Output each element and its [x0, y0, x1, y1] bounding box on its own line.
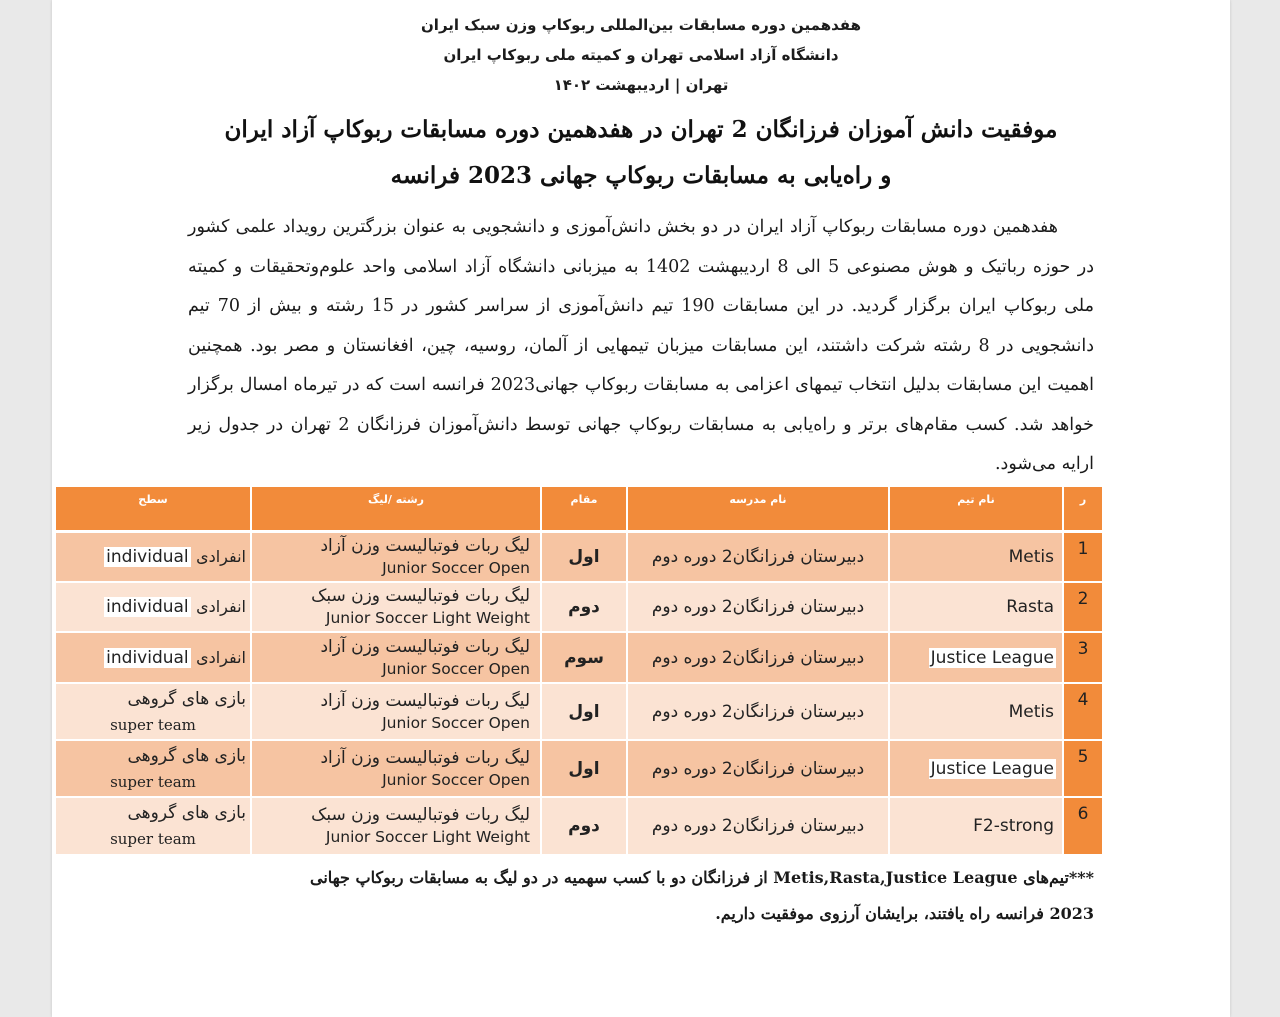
league-en: Junior Soccer Open [382, 770, 530, 789]
row-num: 3 [1062, 633, 1102, 684]
level-en: super team [110, 830, 196, 848]
header-level: سطح [54, 487, 250, 533]
row-rank: اول [540, 684, 626, 741]
header-line-1: هفدهمین دوره مسابقات بین‌المللی ربوکاپ وزن سبک ایران [421, 16, 861, 34]
league-fa: لیگ ربات فوتبالیست وزن آزاد [320, 536, 530, 556]
league-en: Junior Soccer Open [382, 659, 530, 678]
row-school: دبیرستان فرزانگان2 دوره دوم [626, 741, 888, 798]
row-level [54, 741, 250, 798]
row-level [54, 684, 250, 741]
row-school: دبیرستان فرزانگان2 دوره دوم [626, 583, 888, 633]
league-en: Junior Soccer Light Weight [325, 609, 530, 627]
row-league [250, 798, 540, 856]
row-league [250, 533, 540, 583]
level-fa: انفرادی [196, 647, 246, 667]
team-name: F2-strong [973, 816, 1054, 836]
team-name: Metis [1008, 547, 1054, 567]
row-level [54, 583, 250, 633]
table-row [54, 583, 1102, 633]
body-text: هفدهمین دوره مسابقات ربوکاپ آزاد ایران در دو بخش دانش‌آموزی و دانشجویی به عنوان بزرگترین رویداد علمی کشور در حوزه رباتیک و هوش مصنوعی 5 الی 8 اردیبهشت 1402 به میزبانی دانشگاه آزاد اسلامی واحد علوم‌وتحقیقات و کمیته ملی ربوکاپ ایران برگزار گردید. در این مسابقات 190 تیم دانش‌آموزی از سراسر کشور در 15 رشته و بیش از 70 تیم دانشجویی در 8 رشته شرکت داشتند، این مسابقات میزبان تیمهایی از آلمان، روسیه، چین، افغانستان و مصر بود. همچنین اهمیت این مسابقات بدلیل انتخاب تیمهای اعزامی به مسابقات ربوکاپ جهانی2023 فرانسه است که در تیرماه امسال برگزار خواهد شد. کسب مقام‌های برتر و راه‌یابی به مسابقات ربوکاپ جهانی توسط دانش‌آموزان فرزانگان 2 تهران در جدول زیر ارایه می‌شود. [188, 217, 1095, 474]
row-team [888, 583, 1062, 633]
league-fa: لیگ ربات فوتبالیست وزن آزاد [320, 747, 530, 768]
header-rank: مقام [540, 487, 626, 533]
team-name: Justice League [930, 647, 1054, 668]
league-fa: لیگ ربات فوتبالیست وزن آزاد [320, 690, 530, 711]
league-fa: لیگ ربات فوتبالیست وزن سبک [311, 805, 530, 825]
table-row [54, 533, 1102, 583]
row-num: 5 [1062, 741, 1102, 798]
level-en: individual [106, 647, 189, 668]
row-rank: دوم [540, 583, 626, 633]
row-school: دبیرستان فرزانگان2 دوره دوم [626, 533, 888, 583]
results-table [54, 487, 1102, 856]
row-num: 6 [1062, 798, 1102, 856]
team-name: Metis [1008, 701, 1054, 722]
table-row [54, 633, 1102, 684]
row-team [888, 798, 1062, 856]
header-line-3: تهران | اردیبهشت ۱۴۰۲ [553, 76, 729, 94]
row-school: دبیرستان فرزانگان2 دوره دوم [626, 798, 888, 856]
header-school: نام مدرسه [626, 487, 888, 533]
row-league [250, 583, 540, 633]
footer-line-1: ***تیم‌های Metis,Rasta,Justice League از فرزانگان دو با کسب سهمیه در دو لیگ به مسابقات ربوکاپ جهانی [310, 868, 1094, 887]
row-rank: اول [540, 741, 626, 798]
level-fa: بازی های گروهی [127, 688, 246, 709]
level-en: super team [110, 715, 196, 734]
row-school: دبیرستان فرزانگان2 دوره دوم [626, 633, 888, 684]
team-name: Justice League [930, 758, 1054, 779]
level-en: individual [106, 597, 189, 617]
table-row [54, 798, 1102, 856]
team-name: Rasta [1006, 597, 1054, 617]
row-league [250, 633, 540, 684]
table-row [54, 684, 1102, 741]
header-line-2: دانشگاه آزاد اسلامی تهران و کمیته ملی ربوکاپ ایران [443, 46, 839, 64]
footer-note [188, 860, 1094, 932]
league-fa: لیگ ربات فوتبالیست وزن سبک [311, 586, 530, 606]
level-fa: انفرادی [196, 597, 246, 616]
row-rank: سوم [540, 633, 626, 684]
row-league [250, 741, 540, 798]
league-en: Junior Soccer Light Weight [325, 828, 530, 846]
row-level [54, 633, 250, 684]
league-fa: لیگ ربات فوتبالیست وزن آزاد [320, 636, 530, 657]
level-fa: بازی های گروهی [127, 803, 246, 823]
row-num: 2 [1062, 583, 1102, 633]
level-en: individual [106, 547, 189, 567]
row-num: 4 [1062, 684, 1102, 741]
row-league [250, 684, 540, 741]
table-header-row [54, 487, 1102, 533]
row-team [888, 684, 1062, 741]
document-page [52, 0, 1230, 1017]
body-paragraph [188, 208, 1094, 485]
header-num: ر [1062, 487, 1102, 533]
league-en: Junior Soccer Open [382, 713, 530, 732]
row-rank: اول [540, 533, 626, 583]
row-level [54, 533, 250, 583]
level-en: super team [110, 772, 196, 791]
level-fa: بازی های گروهی [127, 745, 246, 766]
header-team: نام تیم [888, 487, 1062, 533]
footer-line-2: 2023 فرانسه راه یافتند، برایشان آرزوی موفقیت داریم. [715, 904, 1094, 923]
level-fa: انفرادی [196, 547, 246, 566]
row-team [888, 533, 1062, 583]
row-team [888, 633, 1062, 684]
league-en: Junior Soccer Open [382, 559, 530, 577]
row-num: 1 [1062, 533, 1102, 583]
row-rank: دوم [540, 798, 626, 856]
header-league: رشته /لیگ [250, 487, 540, 533]
table-row [54, 741, 1102, 798]
row-team [888, 741, 1062, 798]
row-level [54, 798, 250, 856]
page-title-line-1: موفقیت دانش آموزان فرزانگان 2 تهران در هفدهمین دوره مسابقات ربوکاپ آزاد ایران [224, 116, 1058, 143]
row-school: دبیرستان فرزانگان2 دوره دوم [626, 684, 888, 741]
page-title-line-2: و راه‌یابی به مسابقات ربوکاپ جهانی 2023 فرانسه [390, 162, 892, 189]
